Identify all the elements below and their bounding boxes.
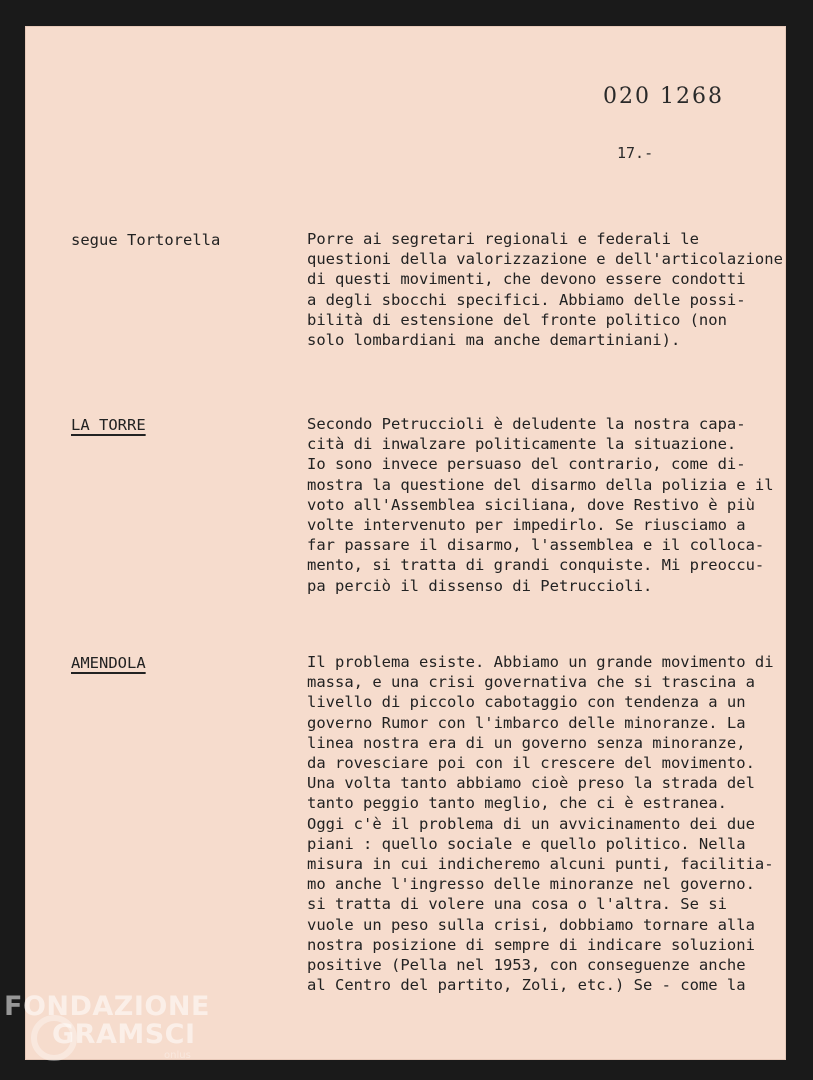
text-line: misura in cui indicheremo alcuni punti, facilitia- [307,855,774,874]
text-line: piani : quello sociale e quello politico. Nella [307,834,746,853]
text-line: mostra la questione del disarmo della polizia e il [307,475,774,494]
text-line: tanto peggio tanto meglio, che ci è estranea. [307,794,727,813]
text-line: Oggi c'è il problema di un avvicinamento dei due [307,814,755,833]
text-line: Porre ai segretari regionali e federali le [307,230,699,248]
paragraph-la-torre [307,414,787,596]
text-line: massa, e una crisi governativa che si trascina a [307,673,755,692]
text-line: vuole un peso sulla crisi, dobbiamo tornare alla [307,915,755,934]
text-line: Secondo Petruccioli è deludente la nostra capa- [307,415,746,433]
text-line: voto all'Assemblea siciliana, dove Restivo è più [307,495,755,514]
watermark-line-1: FONDAZIONE [4,991,210,1022]
text-line: da rovesciare poi con il crescere del movimento. [307,754,755,773]
watermark-line-2: GRAMSCI [52,1019,196,1050]
text-line: positive (Pella nel 1953, con conseguenze anche [307,956,746,975]
text-line: bilità di estensione del fronte politico (non [307,310,727,329]
text-line: Io sono invece persuaso del contrario, come di- [307,455,746,474]
text-line: cità di inwalzare politicamente la situazione. [307,435,737,454]
text-line: mo anche l'ingresso delle minoranze nel governo. [307,875,755,894]
fondazione-gramsci-watermark [4,993,210,1049]
paragraph-amendola [307,652,787,995]
text-line: al Centro del partito, Zoli, etc.) Se - come la [307,976,746,995]
speaker-label-amendola: AMENDOLA [71,654,146,672]
text-line: Una volta tanto abbiamo cioè preso la strada del [307,774,755,793]
text-line: di questi movimenti, che devono essere condotti [307,270,746,289]
text-line: si tratta di volere una cosa o l'altra. Se si [307,895,727,914]
text-line: linea nostra era di un governo senza minoranze, [307,733,746,752]
document-number: 020 1268 [603,84,724,109]
text-line: questioni della valorizzazione e dell'articolazione [307,250,783,269]
text-line: solo lombardiani ma anche demartiniani). [307,331,681,350]
text-line: a degli sbocchi specifici. Abbiamo delle possi- [307,290,746,309]
text-line: nostra posizione di sempre di indicare soluzioni [307,935,755,954]
text-line: Il problema esiste. Abbiamo un grande movimento di [307,653,774,671]
document-page [25,26,786,1060]
text-line: pa perciò il dissenso di Petruccioli. [307,576,653,595]
speaker-label-la-torre: LA TORRE [71,416,146,434]
watermark-sub: onlus [164,1050,191,1061]
speaker-label-tortorella: segue Tortorella [71,231,221,249]
text-line: mento, si tratta di grandi conquiste. Mi preoccu- [307,556,765,575]
paragraph-tortorella [307,229,787,350]
page-number: 17.- [617,144,654,162]
text-line: far passare il disarmo, l'assemblea e il colloca- [307,536,765,555]
text-line: governo Rumor con l'imbarco delle minoranze. La [307,713,746,732]
text-line: livello di piccolo cabotaggio con tendenza a un [307,693,746,712]
text-line: volte intervenuto per impedirlo. Se riusciamo a [307,516,746,535]
